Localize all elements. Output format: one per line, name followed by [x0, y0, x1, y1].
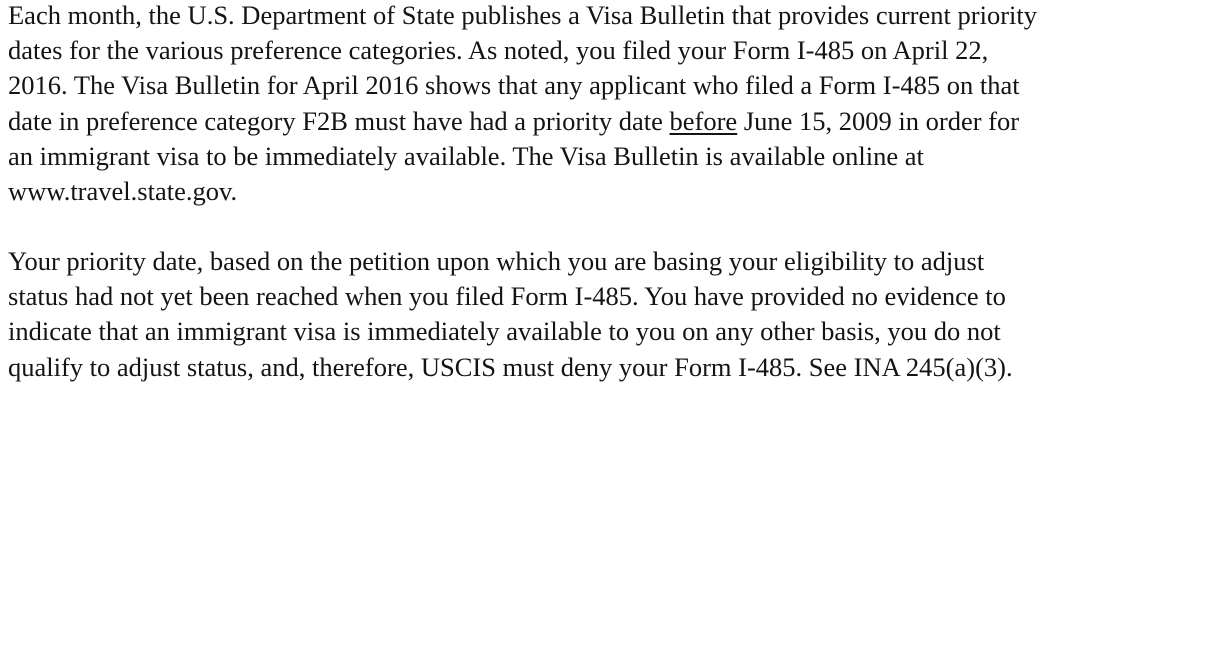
text-line: Each month, the U.S. Department of State publishes a Visa Bulletin that provides current priority [8, 0, 1037, 30]
text-segment: date in preference category F2B must have had a priority date [8, 105, 670, 136]
text-line: dates for the various preference categories. As noted, you filed your Form I-485 on April 22, [8, 35, 989, 66]
text-line: status had not yet been reached when you filed Form I-485. You have provided no evidence to [8, 281, 1006, 312]
text-line: 2016. The Visa Bulletin for April 2016 shows that any applicant who filed a Form I-485 on that [8, 70, 1020, 101]
text-line: an immigrant visa to be immediately available. The Visa Bulletin is available online at [8, 140, 924, 171]
paragraph-visa-bulletin [8, 0, 1208, 209]
text-line: Your priority date, based on the petition upon which you are basing your eligibility to adjust [8, 246, 985, 276]
underlined-word: before [669, 105, 738, 136]
text-line-with-underline [8, 104, 1208, 139]
text-line: indicate that an immigrant visa is immediately available to you on any other basis, you do not [8, 316, 1001, 347]
text-line: qualify to adjust status, and, therefore, USCIS must deny your Form I-485. See INA 245(a)(3). [8, 351, 1013, 382]
text-line: www.travel.state.gov. [8, 176, 238, 207]
paragraph-priority-date [8, 244, 1208, 385]
text-segment: June 15, 2009 in order for [737, 105, 1020, 136]
